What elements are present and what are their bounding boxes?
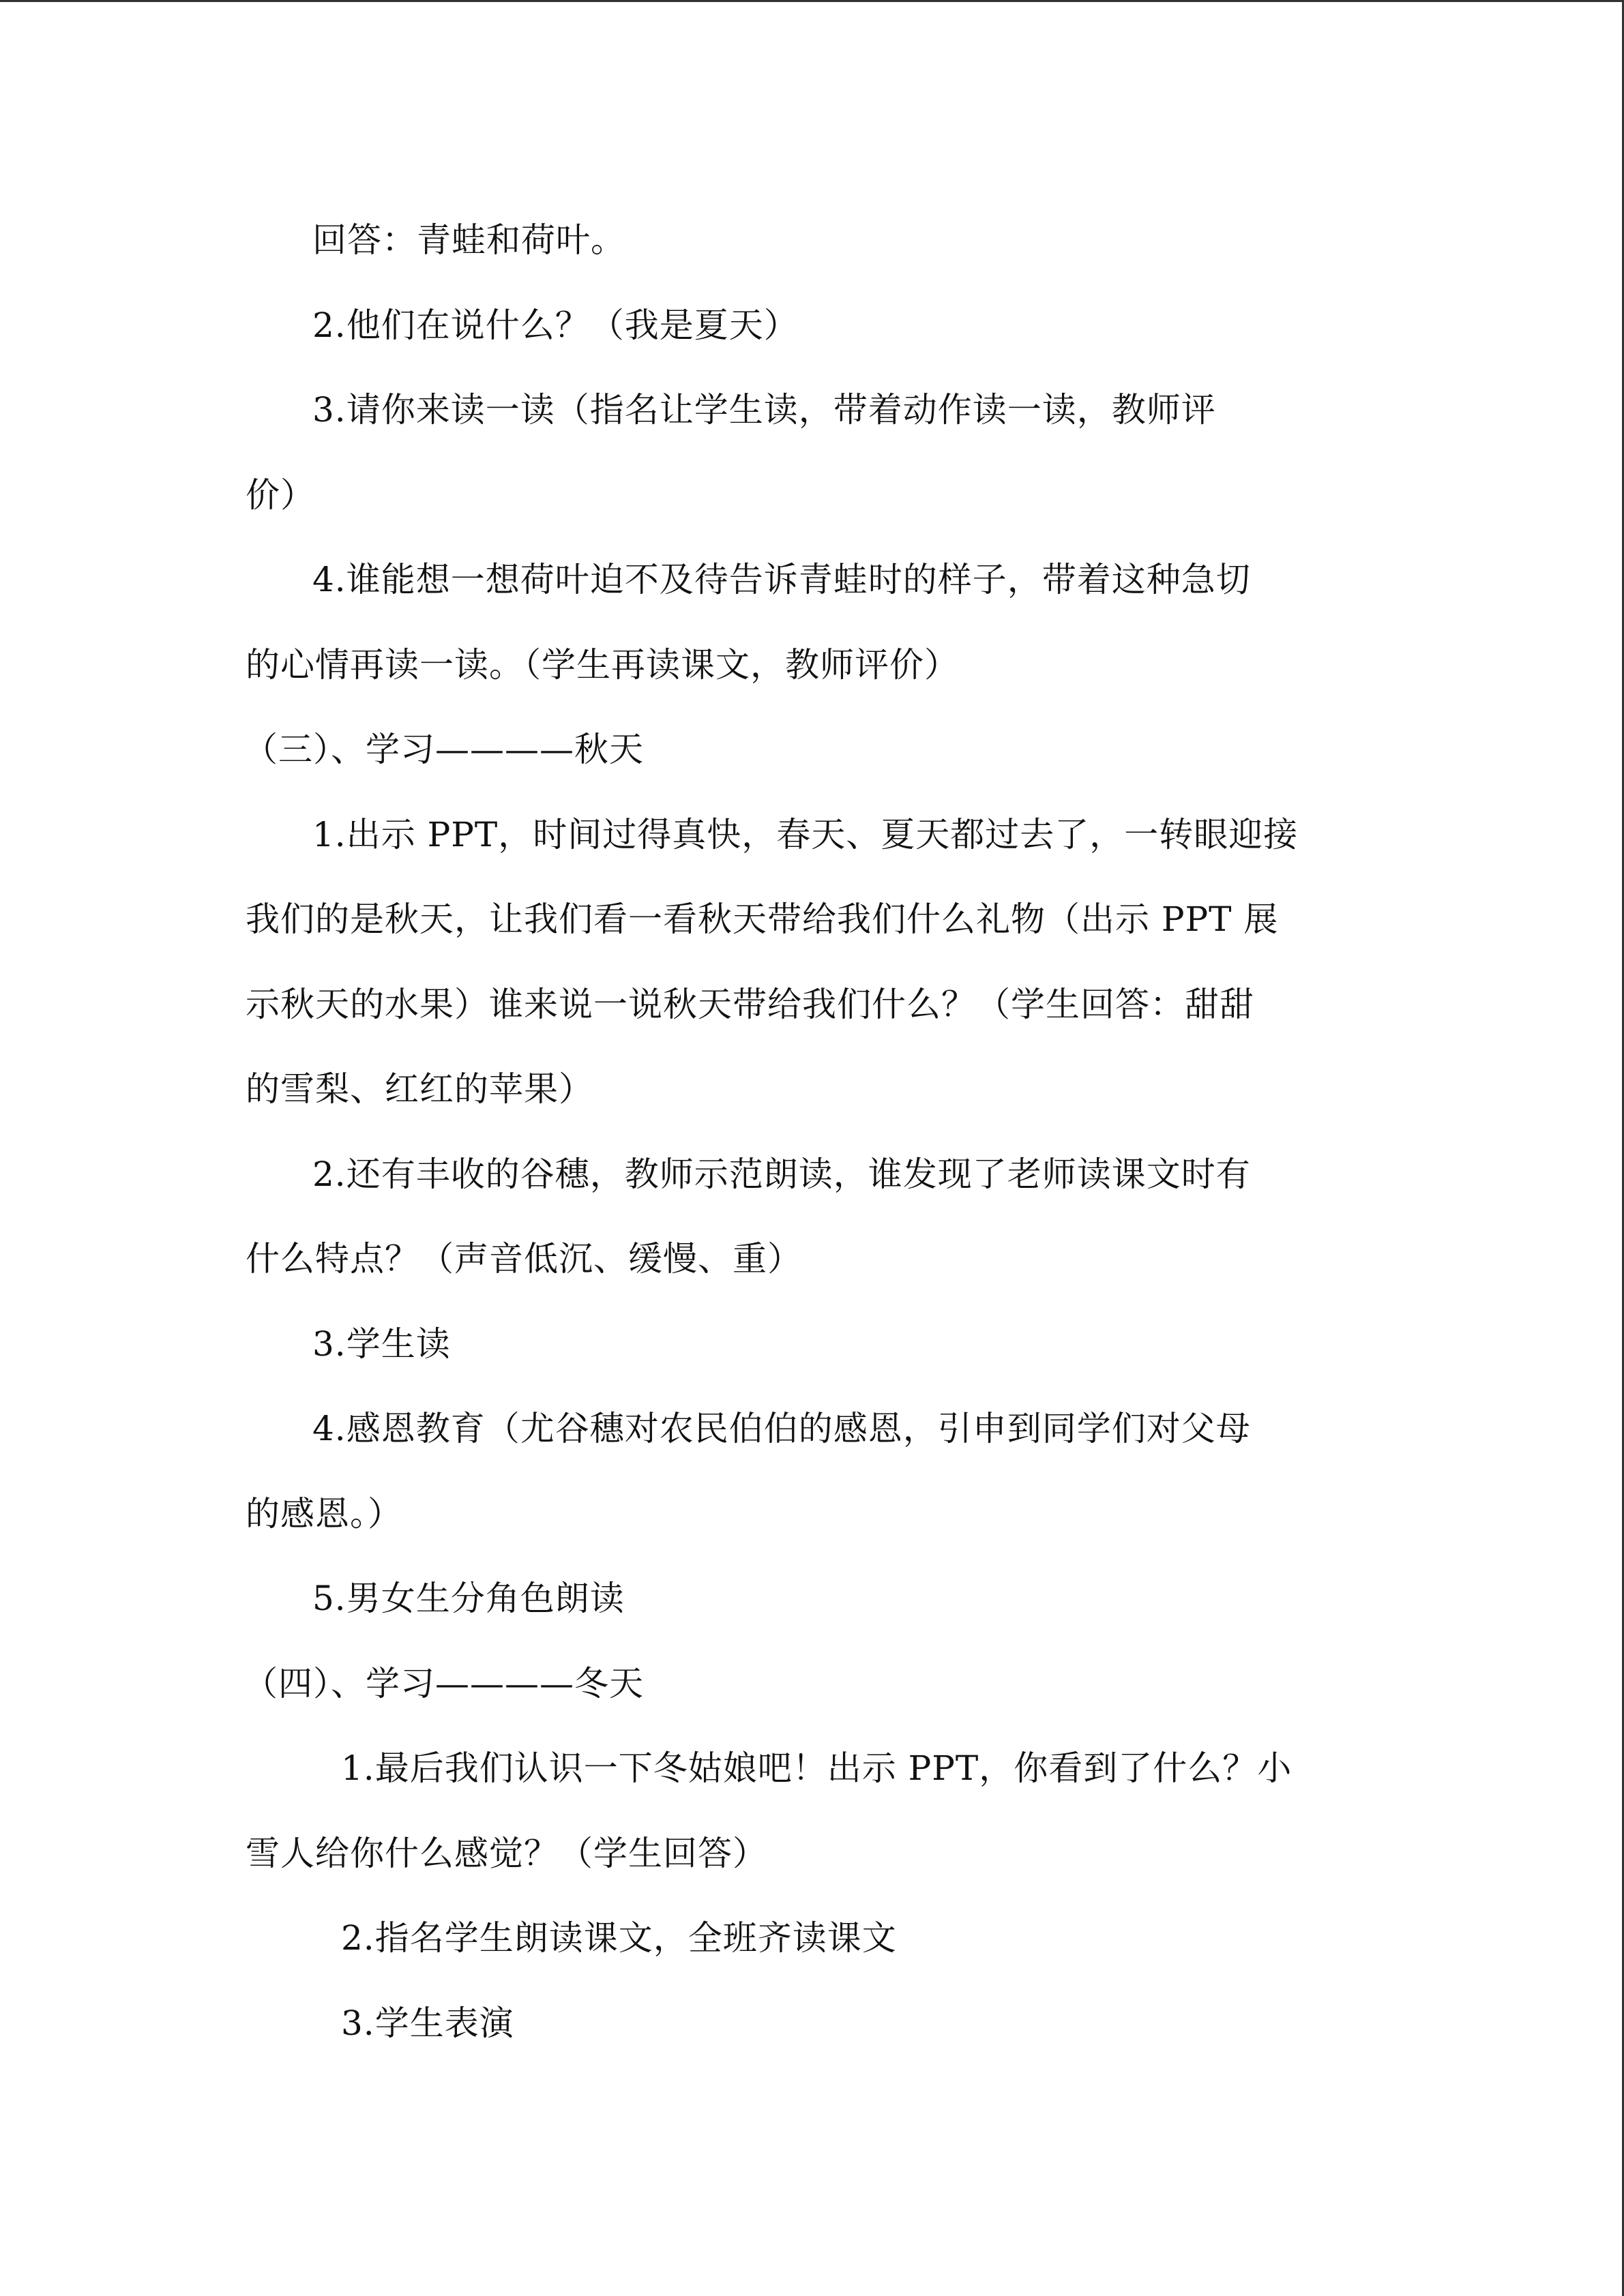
summer-step-4: 4.谁能想一想荷叶迫不及待告诉青蛙时的样子，带着这种急切 [312, 560, 1251, 599]
winter-step-1: 1.最后我们认识一下冬姑娘吧！出示 PPT，你看到了什么？小 [341, 1748, 1293, 1788]
answer-line: 回答：青蛙和荷叶。 [312, 220, 625, 260]
autumn-step-2-cont: 什么特点？（声音低沉、缓慢、重） [246, 1239, 802, 1279]
page-top-border [0, 0, 1624, 2]
winter-step-3: 3.学生表演 [341, 2003, 514, 2043]
autumn-step-2: 2.还有丰收的谷穗，教师示范朗读，谁发现了老师读课文时有 [312, 1154, 1251, 1194]
winter-step-2: 2.指名学生朗读课文，全班齐读课文 [341, 1918, 897, 1958]
autumn-step-4-cont: 的感恩。） [246, 1493, 402, 1534]
winter-step-1-cont: 雪人给你什么感觉？（学生回答） [246, 1833, 767, 1873]
summer-step-4-cont: 的心情再读一读。（学生再读课文，教师评价） [246, 644, 959, 685]
section-heading-autumn: （三）、学习————秋天 [243, 730, 644, 769]
summer-step-3-cont: 价） [246, 475, 315, 515]
autumn-step-1: 1.出示 PPT，时间过得真快，春天、夏天都过去了，一转眼迎接 [312, 814, 1299, 854]
autumn-step-1-cont-b: 示秋天的水果）谁来说一说秋天带给我们什么？（学生回答：甜甜 [246, 984, 1254, 1024]
autumn-step-4: 4.感恩教育（尤谷穗对农民伯伯的感恩，引申到同学们对父母 [312, 1409, 1251, 1448]
document-page [243, 198, 1378, 2066]
summer-step-3: 3.请你来读一读（指名让学生读，带着动作读一读，教师评 [312, 390, 1216, 430]
autumn-step-5: 5.男女生分角色朗读 [312, 1579, 625, 1618]
section-heading-winter: （四）、学习————冬天 [243, 1663, 644, 1703]
autumn-step-1-cont-c: 的雪梨、红红的苹果） [246, 1069, 593, 1109]
autumn-step-1-cont-a: 我们的是秋天，让我们看一看秋天带给我们什么礼物（出示 PPT 展 [246, 899, 1279, 939]
summer-step-2: 2.他们在说什么？（我是夏天） [312, 305, 799, 345]
autumn-step-3: 3.学生读 [312, 1324, 451, 1364]
